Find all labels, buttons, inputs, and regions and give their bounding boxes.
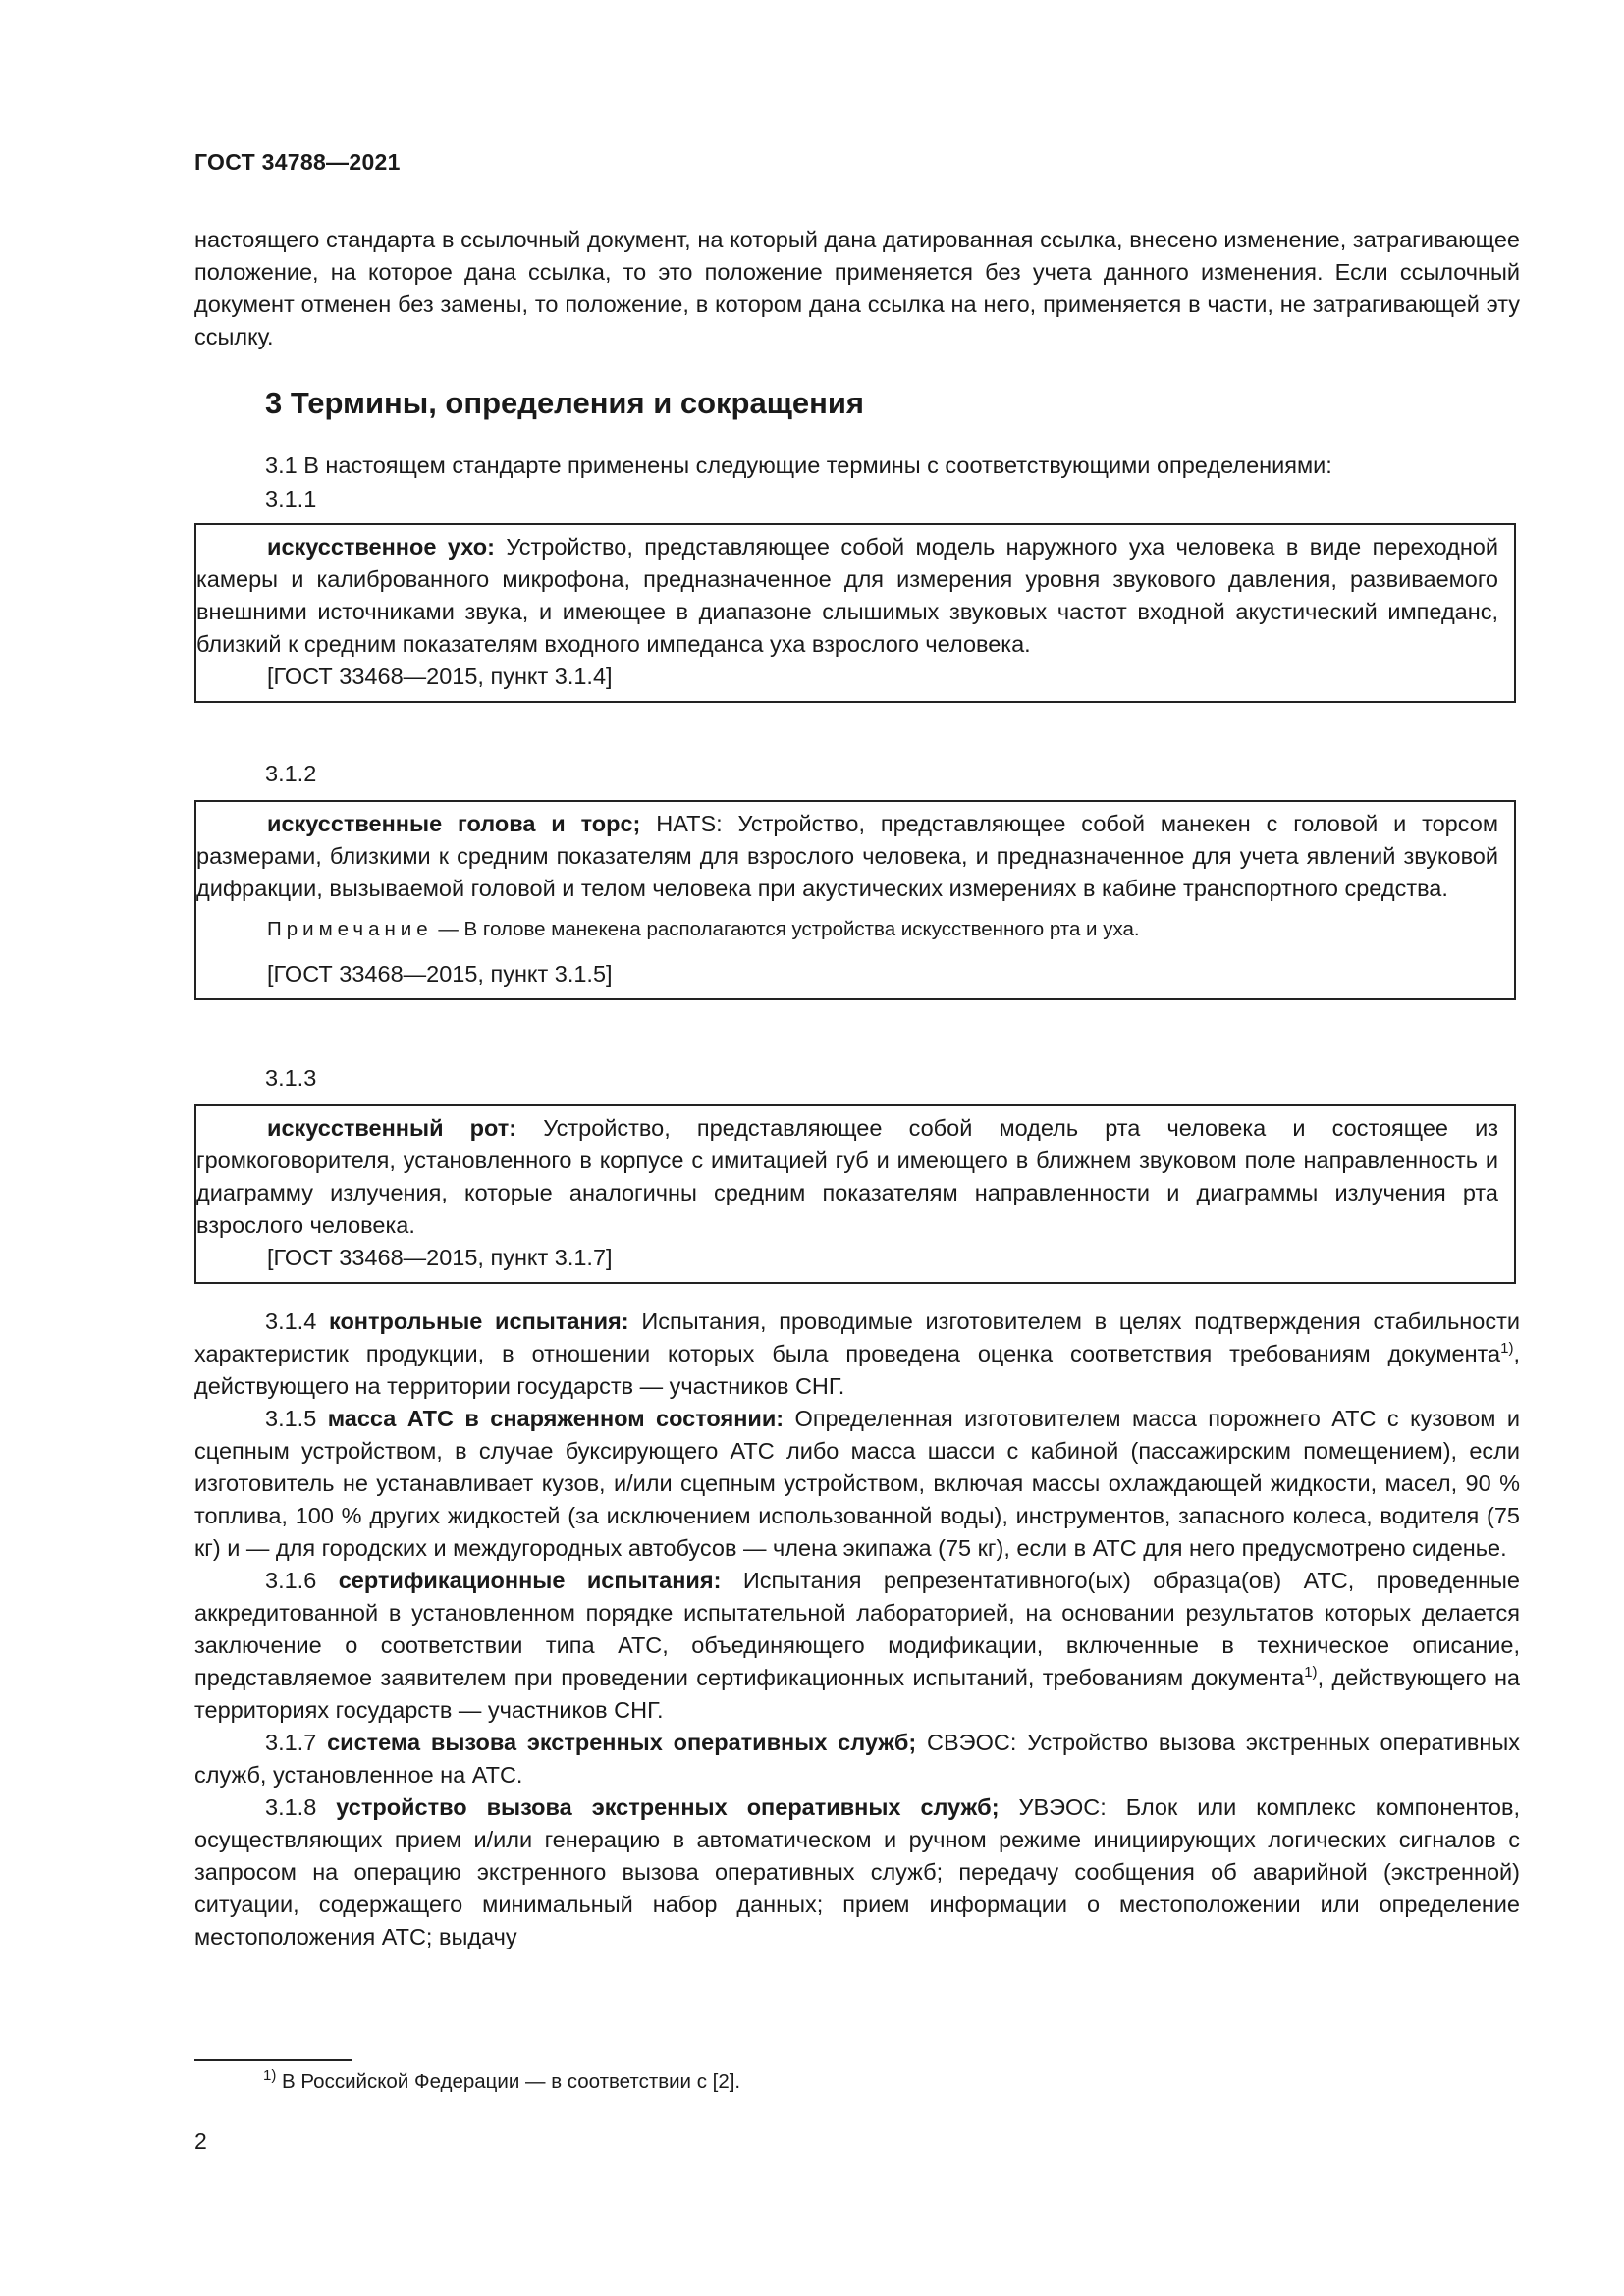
clause-text: , действующего на территории государств — участников СНГ. [194,1341,1520,1399]
clause-term: сертификационные испытания: [338,1568,722,1593]
intro-text: настоящего стандарта в ссылочный документ, на который дана датированная ссылка, внесено изменение, затрагивающее положение, на которое дана ссылка, то это положение применяется без учета данного изменения. Если ссылочный документ отменен без замены, то положение, в котором дана ссылка на него, применяется в части, не затрагивающей эту ссылку. [194,227,1520,349]
clause-3-1-5 [194,1403,1520,1565]
term-definition [196,531,1498,661]
term-name: искусственное ухо: [267,534,495,560]
document-header: ГОСТ 34788—2021 [194,149,401,175]
footnote-ref: 1) [1500,1340,1514,1358]
clause-text: СВЭОС: Устройство вызова экстренных оперативных служб, установленное на АТС. [194,1730,1520,1788]
intro-paragraph [194,224,1520,353]
footnote-ref: 1) [1304,1664,1318,1682]
clause-number: 3.1.8 [265,1794,337,1820]
term-source: [ГОСТ 33468—2015, пункт 3.1.5] [267,961,613,987]
clause-text: Испытания репрезентативного(ых) образца(ов) АТС, проведенные аккредитованной в установленном порядке испытательной лабораторией, на основании результатов которых делается заключение о соответствии типа АТС, объединяющего модификации, включенные в техническое описание, представляемое заявителем при проведении сертификационных испытаний, требованиям документа [194,1568,1521,1690]
term-box-3-1-3 [194,1104,1516,1284]
term-definition [196,808,1498,905]
clause-term: система вызова экстренных оперативных служб; [327,1730,917,1755]
term-source: [ГОСТ 33468—2015, пункт 3.1.7] [267,1245,613,1270]
note-text: — В голове манекена располагаются устройства искусственного рта и уха. [432,918,1140,940]
term-source: [ГОСТ 33468—2015, пункт 3.1.4] [267,664,613,689]
term-definition-text: Устройство, представляющее собой модель наружного уха человека в виде переходной камеры и калиброванного микрофона, предназначенное для измерения уровня звукового давления, развиваемого внешними источниками звука, и имеющее в диапазоне слышимых звуковых частот входной акустический импеданс, близкий к средним показателям входного импеданса уха взрослого человека. [196,534,1498,657]
clause-text: Испытания, проводимые изготовителем в целях подтверждения стабильности характеристик продукции, в отношении которых была проведена оценка соответствия требованиям документа [194,1308,1520,1366]
clause-term: устройство вызова экстренных оперативных служб; [336,1794,1000,1820]
clause-3-1-7 [194,1727,1520,1791]
term-note [196,915,1498,944]
clause-term: контрольные испытания: [329,1308,629,1334]
clause-3-1-6 [194,1565,1520,1727]
footnote-divider [194,2059,352,2061]
term-definition-text: Устройство, представляющее собой манекен с головой и торсом размерами, близкими к средним показателям для взрослого человека, и предназначенное для учета явлений звуковой дифракции, вызываемой головой и телом человека при акустических измерениях в кабине транспортного средства. [196,811,1498,901]
clause-text: УВЭОС: Блок или комплекс компонентов, осуществляющих прием и/или генерацию в автоматическом и ручном режиме инициирующих логических сигналов с запросом на операцию экстренного вызова оперативных служб; передачу сообщения об аварийной (экстренной) ситуации, содержащего минимальный набор данных; прием информации о местоположении или определение местоположения АТС; выдачу [194,1794,1520,1949]
footnote-text: В Российской Федерации — в соответствии с [2]. [276,2070,741,2093]
term-number-3-1-1: 3.1.1 [265,486,317,511]
clause-3-1: 3.1 В настоящем стандарте применены следующие термины с соответствующими определениями: [265,453,1332,478]
clause-3-1-8 [194,1791,1520,1953]
footnote [263,2067,740,2097]
clause-number: 3.1.6 [265,1568,339,1593]
term-abbreviation: HATS: [640,811,723,836]
term-box-3-1-1 [194,523,1516,703]
note-label: Примечание [267,918,433,940]
term-definition-text: Устройство, представляющее собой модель рта человека и состоящее из громкоговорителя, установленного в корпусе с имитацией губ и имеющего в ближнем звуковом поле направленность и диаграмму излучения, которые аналогичны средним показателям направленности и диаграммы излучения рта взрослого человека. [196,1115,1498,1238]
clause-number: 3.1.5 [265,1406,328,1431]
term-definition [196,1112,1498,1242]
section-title: 3 Термины, определения и сокращения [265,386,864,420]
clause-text: Определенная изготовителем масса порожнего АТС с кузовом и сцепным устройством, в случае буксирующего АТС либо масса шасси с кабиной (пассажирским помещением), если изготовитель не устанавливает кузов, и/или сцепным устройством, включая массы охлаждающей жидкости, масел, 90 % топлива, 100 % других жидкостей (за исключением использованной воды), инструментов, запасного колеса, водителя (75 кг) и — для городских и междугородных автобусов — члена экипажа (75 кг), если в АТС для него предусмотрено сиденье. [194,1406,1520,1561]
page-number: 2 [194,2128,207,2154]
footnote-mark: 1) [263,2067,277,2085]
term-name: искусственный рот: [267,1115,517,1141]
term-box-3-1-2 [194,800,1516,1000]
clause-number: 3.1.7 [265,1730,328,1755]
term-name: искусственные голова и торс; [267,811,641,836]
clause-text: , действующего на территориях государств — участников СНГ. [194,1665,1520,1723]
term-number-3-1-2: 3.1.2 [265,761,317,786]
clauses-block [194,1306,1520,1953]
clause-term: масса АТС в снаряженном состоянии: [327,1406,785,1431]
term-number-3-1-3: 3.1.3 [265,1065,317,1091]
clause-number: 3.1.4 [265,1308,329,1334]
clause-3-1-4 [194,1306,1520,1403]
